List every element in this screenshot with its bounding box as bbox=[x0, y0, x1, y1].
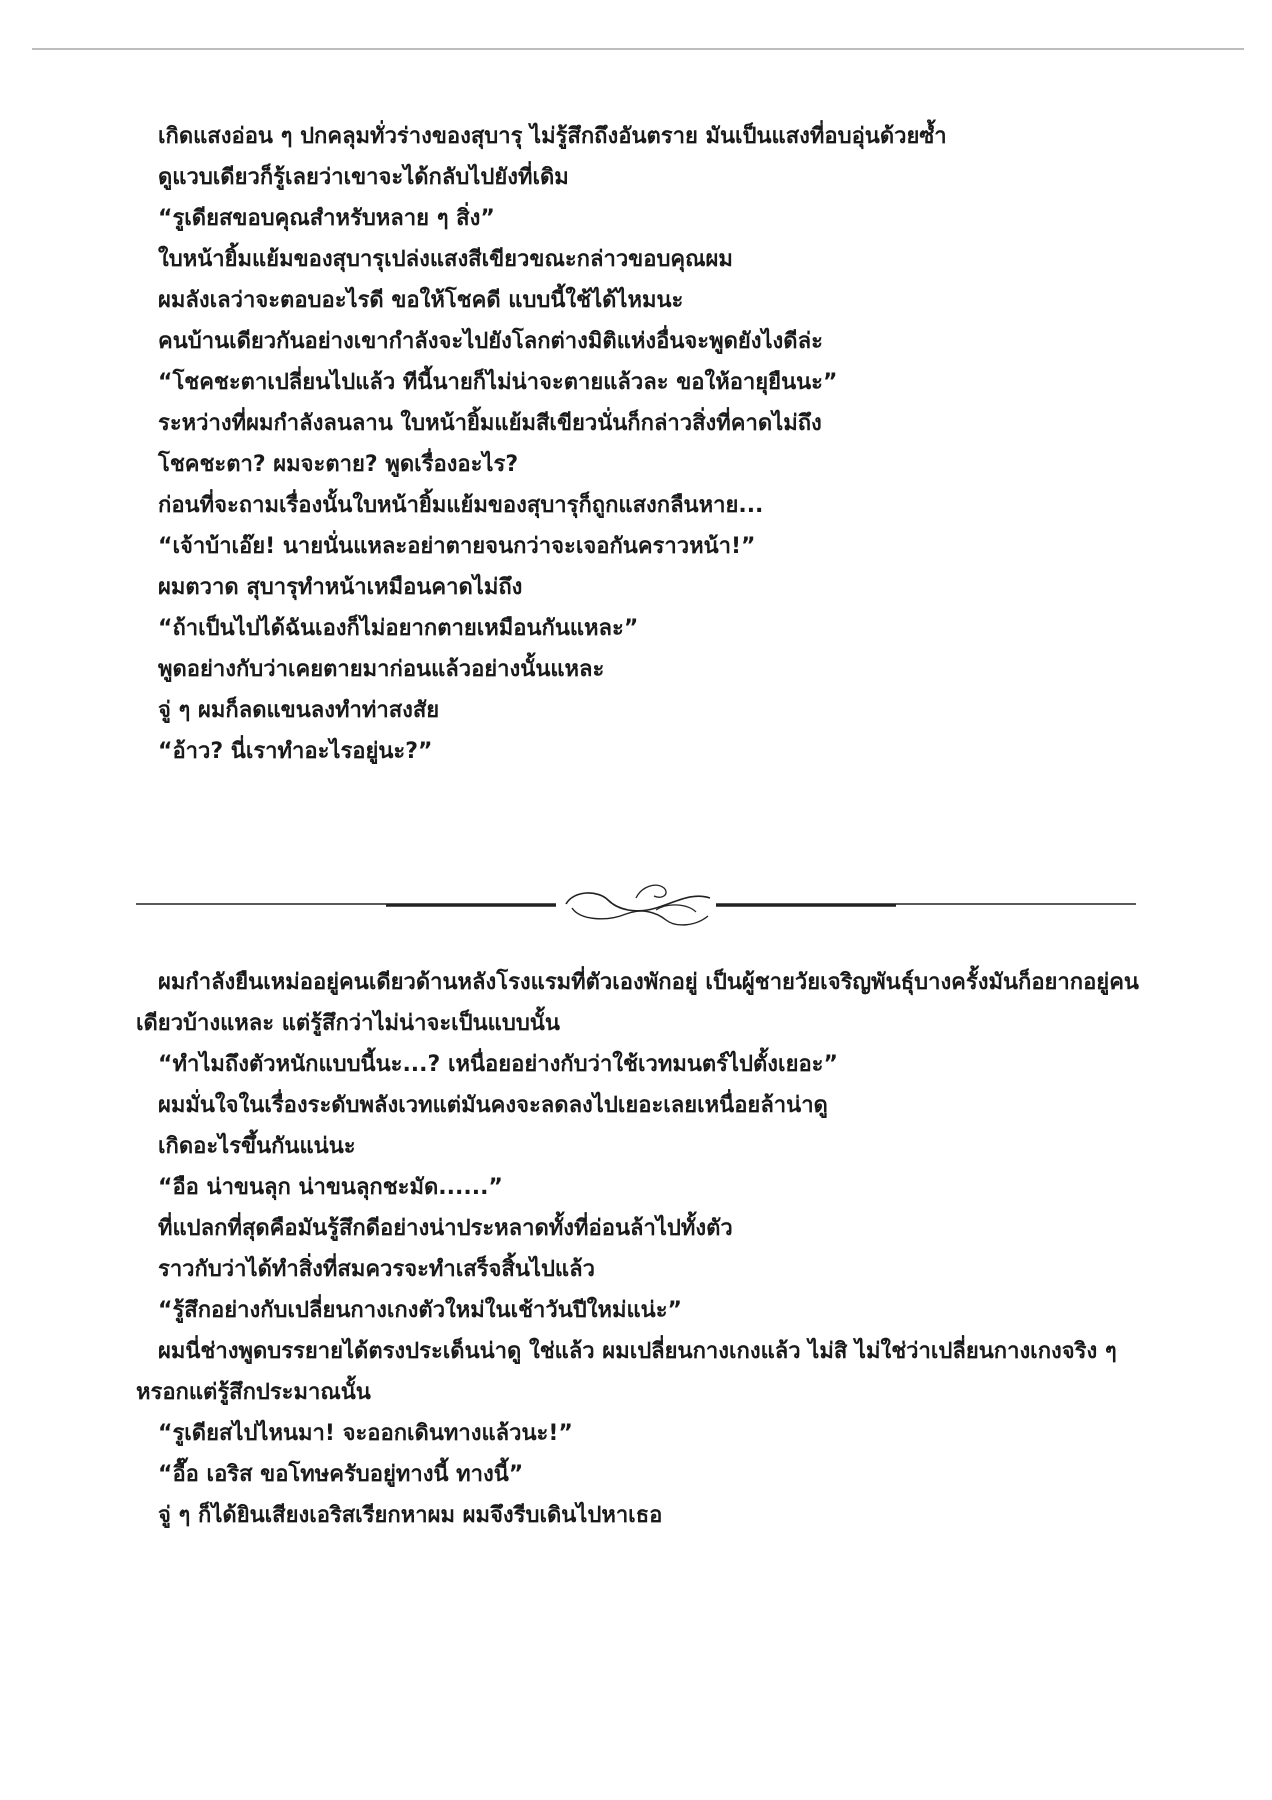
ornament-curl bbox=[636, 885, 666, 898]
text-line: “อ้าว? นี่เราทำอะไรอยู่นะ?” bbox=[158, 739, 433, 764]
paragraph: ผมนี่ช่างพูดบรรยายได้ตรงประเด็นน่าดู ใช่แล้ว ผมเปลี่ยนกางเกงแล้ว ไม่สิ ไม่ใช่ว่าเปลี่ยนกางเกงจริง ๆ หรอกแต่รู้สึกประมาณนั้น bbox=[136, 1339, 1117, 1405]
text-line: “รูเดียสไปไหนมา! จะออกเดินทางแล้วนะ!” bbox=[158, 1421, 573, 1446]
text-line: เกิดแสงอ่อน ๆ ปกคลุมทั่วร่างของสุบารุ ไม่รู้สึกถึงอันตราย มันเป็นแสงที่อบอุ่นด้วยซ้ำ bbox=[158, 124, 947, 149]
text-line: คนบ้านเดียวกันอย่างเขากำลังจะไปยังโลกต่างมิติแห่งอื่นจะพูดยังไงดีล่ะ bbox=[158, 329, 823, 354]
text-line: ระหว่างที่ผมกำลังลนลาน ใบหน้ายิ้มแย้มสีเขียวนั่นก็กล่าวสิ่งที่คาดไม่ถึง bbox=[158, 411, 822, 436]
top-rule bbox=[32, 48, 1244, 50]
text-line: “ทำไมถึงตัวหนักแบบนี้นะ...? เหนื่อยอย่างกับว่าใช้เวทมนตร์ไปตั้งเยอะ” bbox=[158, 1052, 838, 1077]
text-line: ผมมั่นใจในเรื่องระดับพลังเวทแต่มันคงจะลดลงไปเยอะเลยเหนื่อยล้าน่าดู bbox=[158, 1093, 828, 1118]
text-line: จู่ ๆ ก็ได้ยินเสียงเอริสเรียกหาผม ผมจึงรีบเดินไปหาเธอ bbox=[158, 1503, 663, 1528]
text-line: ราวกับว่าได้ทำสิ่งที่สมควรจะทำเสร็จสิ้นไปแล้ว bbox=[158, 1257, 595, 1282]
paragraph: ผมกำลังยืนเหม่ออยู่คนเดียวด้านหลังโรงแรมที่ตัวเองพักอยู่ เป็นผู้ชายวัยเจริญพันธุ์บางครั้งมันก็อยากอยู่คนเดียวบ้างแหละ แต่รู้สึกว่าไม่น่าจะเป็นแบบนั้น bbox=[136, 970, 1139, 1036]
text-line: ใบหน้ายิ้มแย้มของสุบารุเปล่งแสงสีเขียวขณะกล่าวขอบคุณผม bbox=[158, 247, 733, 272]
flourish-divider-icon bbox=[136, 868, 1136, 938]
text-line: เกิดอะไรขึ้นกันแน่นะ bbox=[158, 1134, 356, 1159]
text-line: “โชคชะตาเปลี่ยนไปแล้ว ทีนี้นายก็ไม่น่าจะตายแล้วละ ขอให้อายุยืนนะ” bbox=[158, 370, 838, 395]
text-line: ก่อนที่จะถามเรื่องนั้นใบหน้ายิ้มแย้มของสุบารุก็ถูกแสงกลืนหาย... bbox=[158, 493, 764, 518]
text-line: “เจ้าบ้าเอ๊ย! นายนั่นแหละอย่าตายจนกว่าจะเจอกันคราวหน้า!” bbox=[158, 534, 756, 559]
text-line: โชคชะตา? ผมจะตาย? พูดเรื่องอะไร? bbox=[158, 452, 519, 477]
text-line: “รูเดียสขอบคุณสำหรับหลาย ๆ สิ่ง” bbox=[158, 206, 495, 231]
text-line: “รู้สึกอย่างกับเปลี่ยนกางเกงตัวใหม่ในเช้าวันปีใหม่แน่ะ” bbox=[158, 1298, 682, 1323]
text-line: ดูแวบเดียวก็รู้เลยว่าเขาจะได้กลับไปยังที่เดิม bbox=[158, 165, 569, 190]
section-2 bbox=[0, 962, 1272, 1536]
text-line: พูดอย่างกับว่าเคยตายมาก่อนแล้วอย่างนั้นแหละ bbox=[158, 657, 605, 682]
text-line: “ถ้าเป็นไปได้ฉันเองก็ไม่อยากตายเหมือนกันแหละ” bbox=[158, 616, 639, 641]
text-line: ผมลังเลว่าจะตอบอะไรดี ขอให้โชคดี แบบนี้ใช้ได้ไหมนะ bbox=[158, 288, 684, 313]
text-line: “อื๊อ เอริส ขอโทษครับอยู่ทางนี้ ทางนี้” bbox=[158, 1462, 524, 1487]
text-line: “อือ น่าขนลุก น่าขนลุกชะมัด......” bbox=[158, 1175, 503, 1200]
section-1 bbox=[0, 116, 1272, 772]
text-line: ผมตวาด สุบารุทำหน้าเหมือนคาดไม่ถึง bbox=[158, 575, 523, 600]
text-line: จู่ ๆ ผมก็ลดแขนลงทำท่าสงสัย bbox=[158, 698, 440, 723]
text-line: ที่แปลกที่สุดคือมันรู้สึกดีอย่างน่าประหลาดทั้งที่อ่อนล้าไปทั้งตัว bbox=[158, 1216, 733, 1241]
ornament-swirl-bottom bbox=[572, 908, 708, 925]
